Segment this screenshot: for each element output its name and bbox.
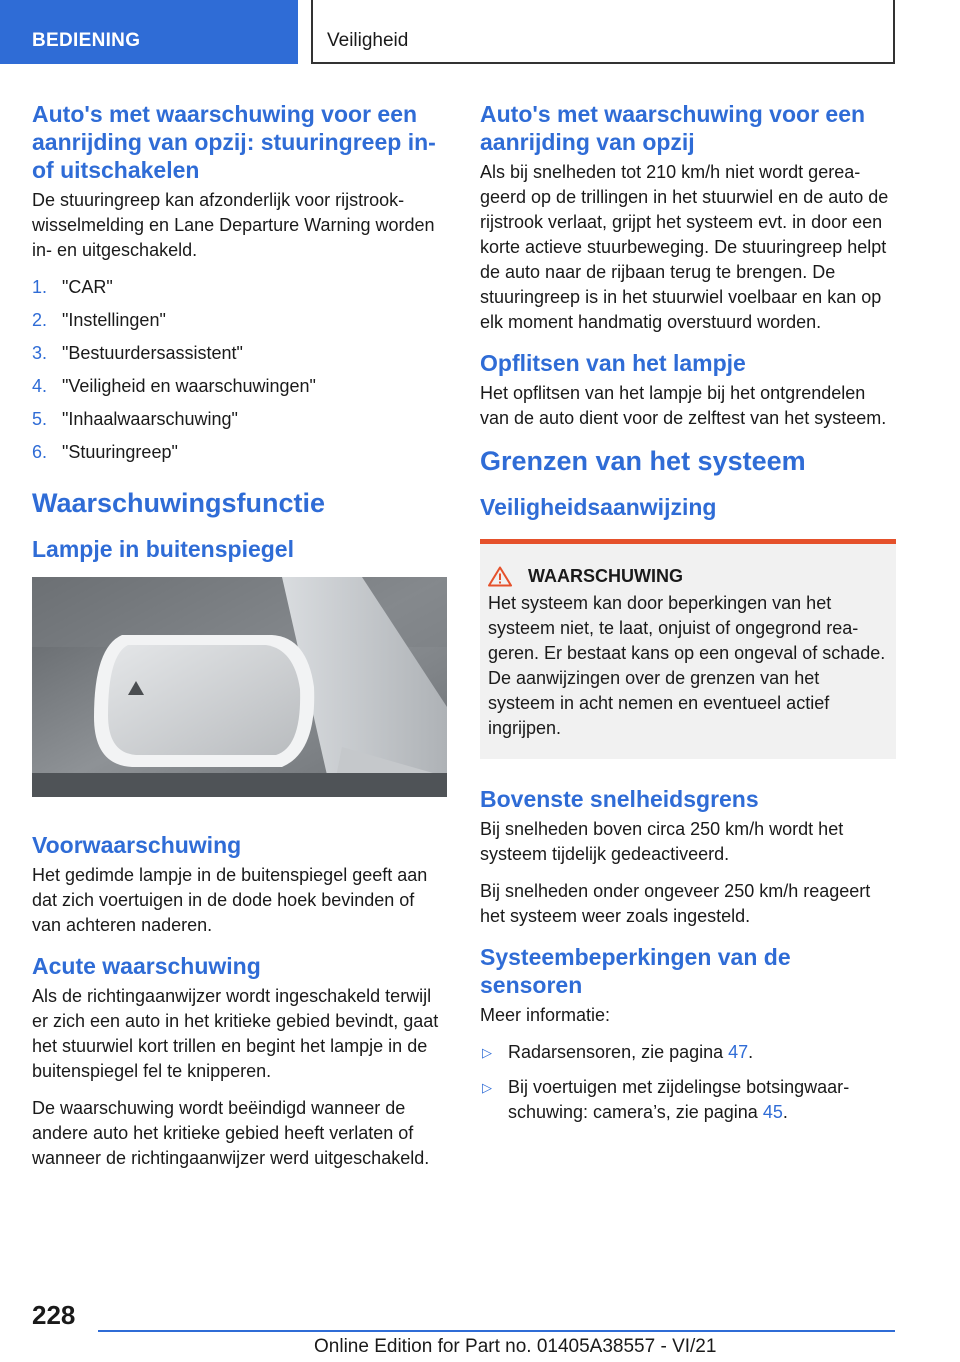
footer-edition: Online Edition for Part no. 01405A38557 - VI/21 <box>314 1336 717 1357</box>
heading-warning-function: Waarschuwingsfunctie <box>32 488 326 518</box>
list-item-text: Bij voertuigen met zijdelingse botsingwaarschuwing: camera’s, zie pagina <box>508 1077 850 1122</box>
step-item <box>32 341 447 366</box>
paragraph-acute-warning-1: Als de richtingaanwijzer wordt ingeschakeld terwijl er zich een auto in het kritieke gebied bevindt, gaat het stuurwiel kort trillen en begint het lampje in de buitenspiegel fel te knipperen. <box>32 986 439 1081</box>
list-item-end: . <box>782 1102 788 1122</box>
heading-lamp-flash: Opflitsen van het lampje <box>480 350 746 376</box>
step-item <box>32 275 447 300</box>
page-number: 228 <box>32 1300 76 1330</box>
reference-list <box>480 1040 896 1125</box>
warning-box <box>480 539 896 759</box>
step-item <box>32 407 447 432</box>
step-number: 2. <box>32 310 48 330</box>
chapter-tab <box>311 0 895 64</box>
warning-text: Het systeem kan door beperkingen van het systeem niet, te laat, onjuist of ongegrond reageren. Er bestaat kans op een ongeval of schade. De aanwijzingen over de grenzen van het systeem in acht nemen en eventueel actief ingrijpen. <box>488 593 886 738</box>
step-item <box>32 440 447 465</box>
heading-pre-warning: Voorwaarschuwing <box>32 832 242 858</box>
step-number: 6. <box>32 442 48 462</box>
list-item <box>480 1040 896 1065</box>
heading-safety-note: Veiligheidsaanwijzing <box>480 494 717 520</box>
heading-acute-warning: Acute waarschuwing <box>32 953 261 979</box>
paragraph-acute-warning-2: De waarschuwing wordt beëindigd wanneer de andere auto het kritieke gebied heeft verlaten of wanneer de richtingaanwijzer werd uitgeschakeld. <box>32 1098 430 1168</box>
paragraph-steering-intervention: De stuuringreep kan afzonderlijk voor rijstrookwisselmelding en Lane Departure Warning worden in- en uitgeschakeld. <box>32 190 435 260</box>
heading-system-limits: Grenzen van het systeem <box>480 446 806 476</box>
footer-divider <box>98 1330 895 1332</box>
paragraph-side-collision: Als bij snelheden tot 210 km/h niet wordt gereageerd op de trillingen in het stuurwiel en de auto de rijstrook verlaat, grijpt het systeem evt. in door een korte actieve stuurbeweging. De stuuringreep helpt de auto naar de rijbaan terug te brengen. De stuuringreep is in het stuurwiel voelbaar en kan op elk moment handmatig overstuurd worden. <box>480 162 889 332</box>
step-label: "Bestuurdersassistent" <box>62 343 243 363</box>
right-column <box>480 100 896 1135</box>
heading-mirror-lamp: Lampje in buitenspiegel <box>32 536 294 562</box>
step-label: "CAR" <box>62 277 113 297</box>
paragraph-speed-limit-1: Bij snelheden boven circa 250 km/h wordt het systeem tijdelijk gedeactiveerd. <box>480 819 844 864</box>
page-link[interactable]: 47 <box>728 1042 749 1062</box>
list-triangle-icon: ▷ <box>482 1045 492 1060</box>
chapter-title: Veiligheid <box>327 30 409 51</box>
left-column <box>32 100 447 1183</box>
warning-triangle-icon <box>488 566 512 587</box>
step-number: 3. <box>32 343 48 363</box>
step-number: 1. <box>32 277 48 297</box>
step-label: "Instellingen" <box>62 310 166 330</box>
step-number: 4. <box>32 376 48 396</box>
settings-steps-list <box>32 275 447 465</box>
warning-title: WAARSCHUWING <box>528 566 683 586</box>
section-title: BEDIENING <box>32 30 141 51</box>
heading-sensor-limits: Systeembeperkingen van de sensoren <box>480 944 791 998</box>
list-item-text: Radarsensoren, zie pagina <box>508 1042 729 1062</box>
step-label: "Inhaalwaarschuwing" <box>62 409 238 429</box>
step-item <box>32 374 447 399</box>
paragraph-lamp-flash: Het opflitsen van het lampje bij het ontgrendelen van de auto dient voor de zelftest van het systeem. <box>480 383 887 428</box>
step-item <box>32 308 447 333</box>
warning-header <box>488 566 888 587</box>
page-link[interactable]: 45 <box>762 1102 783 1122</box>
heading-steering-intervention: Auto's met waarschuwing voor een aanrijding van opzij: stuuringreep in- of uitschakelen <box>32 101 436 183</box>
heading-side-collision: Auto's met waarschuwing voor een aanrijding van opzij <box>480 101 866 155</box>
list-item-end: . <box>748 1042 754 1062</box>
paragraph-speed-limit-2: Bij snelheden onder ongeveer 250 km/h reageert het systeem weer zoals ingesteld. <box>480 881 871 926</box>
list-item <box>480 1075 896 1125</box>
paragraph-more-info: Meer informatie: <box>480 1005 611 1025</box>
step-label: "Stuuringreep" <box>62 442 178 462</box>
paragraph-pre-warning: Het gedimde lampje in de buitenspiegel geeft aan dat zich voertuigen in de dode hoek bevinden of van achteren naderen. <box>32 865 428 935</box>
section-tab <box>0 0 298 64</box>
step-number: 5. <box>32 409 48 429</box>
step-label: "Veiligheid en waarschuwingen" <box>62 376 316 396</box>
heading-speed-limit: Bovenste snelheidsgrens <box>480 786 759 812</box>
list-triangle-icon: ▷ <box>482 1080 492 1095</box>
mirror-lamp-illustration <box>32 577 447 797</box>
